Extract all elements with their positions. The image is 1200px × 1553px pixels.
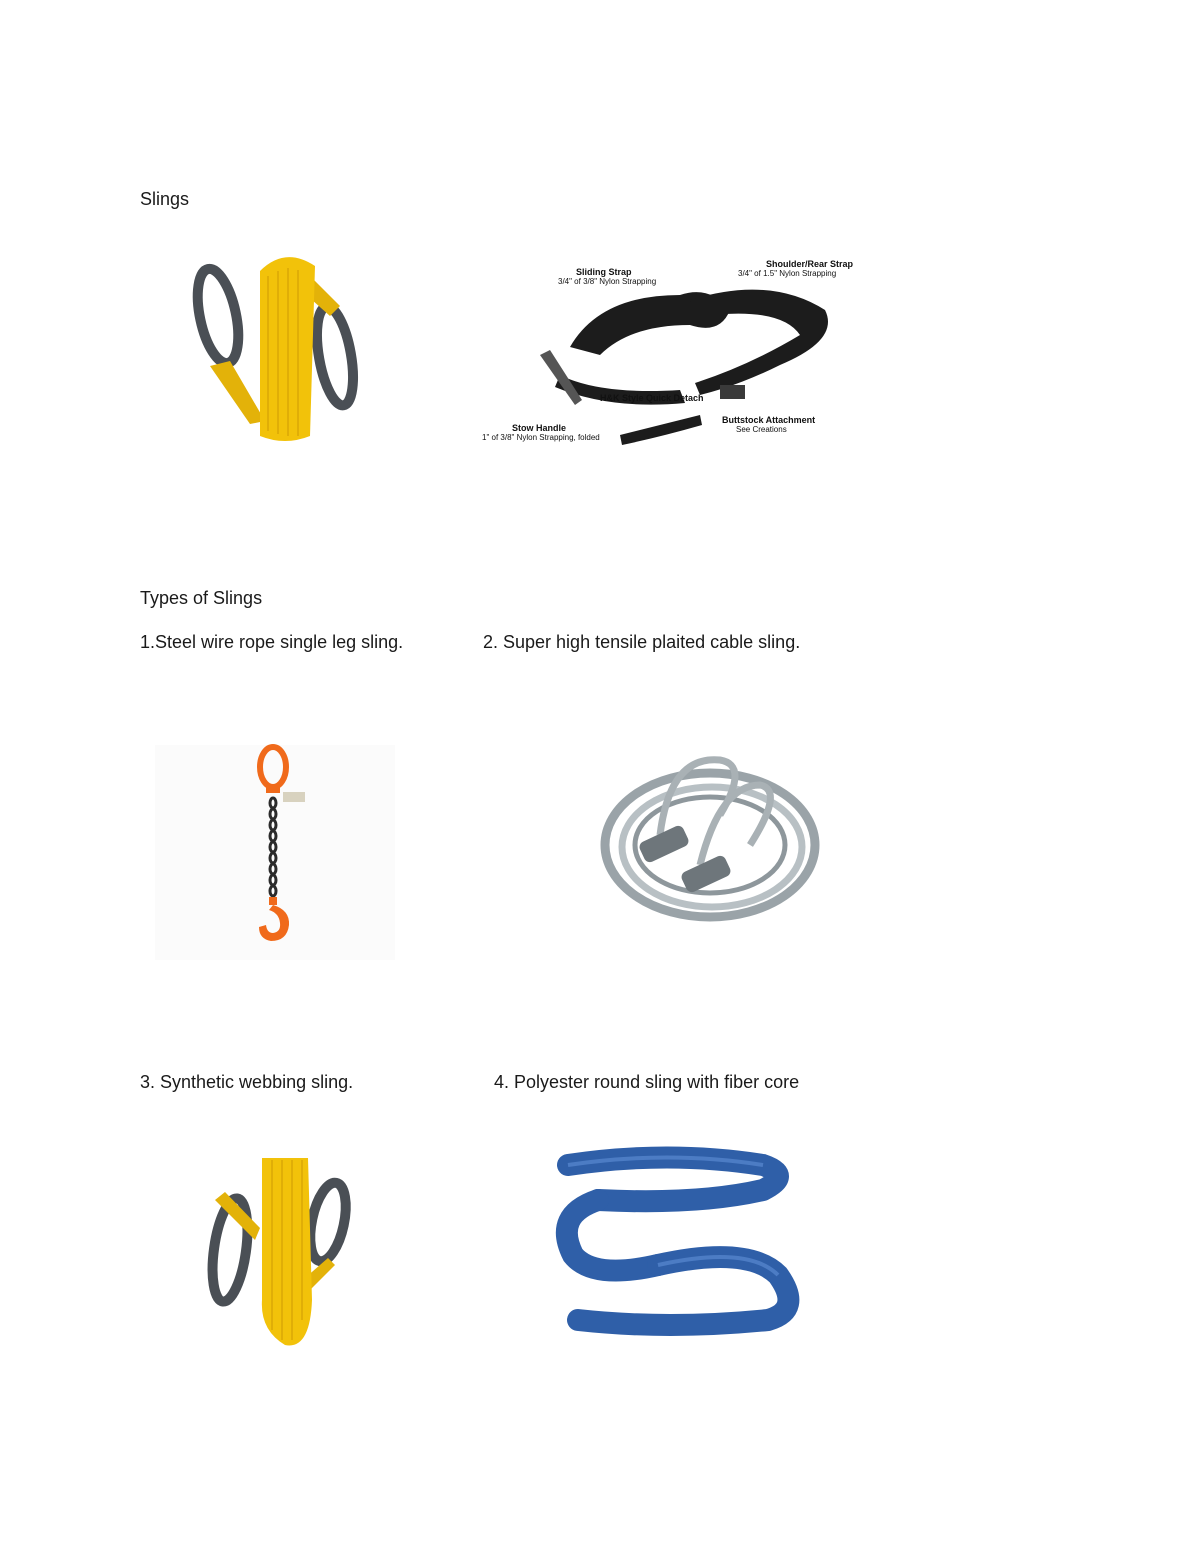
cable-sling-icon <box>600 745 825 925</box>
strap-diagram <box>480 255 854 450</box>
type-label-3: 3. Synthetic webbing sling. <box>140 1072 354 1092</box>
callout-quick-detach: H&K Style Quick Detach <box>600 393 704 403</box>
callout-buttstock-title: Buttstock Attachment <box>722 415 816 425</box>
types-heading: Types of Slings <box>140 588 263 608</box>
callout-buttstock-sub: See Creations <box>736 425 787 434</box>
round-sling-icon <box>548 1145 813 1345</box>
callout-sliding-title: Sliding Strap <box>576 267 632 277</box>
chain-sling-icon <box>155 745 395 960</box>
type-label-1: 1.Steel wire rope single leg sling. <box>140 632 404 652</box>
callout-stow-sub: 1" of 3/8" Nylon Strapping, folded <box>482 433 600 442</box>
type-label-4: 4. Polyester round sling with fiber core <box>494 1072 800 1092</box>
callout-shoulder-sub: 3/4" of 1.5" Nylon Strapping <box>738 269 837 278</box>
callout-shoulder-title: Shoulder/Rear Strap <box>766 259 854 269</box>
webbing-sling-icon <box>200 1150 360 1350</box>
callout-stow-title: Stow Handle <box>512 423 567 433</box>
webbing-sling-photo <box>190 246 370 446</box>
page-heading: Slings <box>140 189 190 209</box>
callout-sliding-sub: 3/4" of 3/8" Nylon Strapping <box>558 277 657 286</box>
type-label-2: 2. Super high tensile plaited cable sling. <box>483 632 801 652</box>
